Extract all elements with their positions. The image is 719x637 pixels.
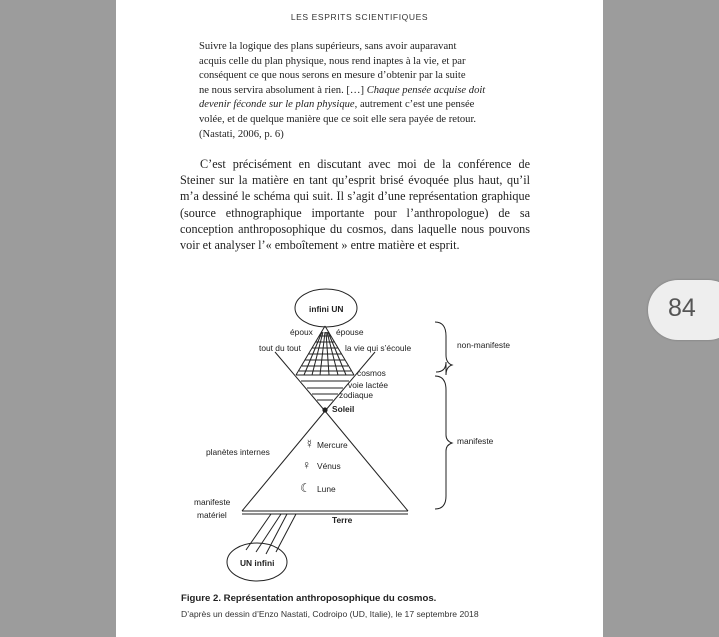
brace-manifeste — [435, 376, 452, 509]
moon-icon: ☾ — [300, 481, 311, 495]
quote-line — [199, 84, 517, 99]
voie-lactee-label: voie lactée — [348, 380, 389, 390]
un-infini-label: UN infini — [240, 558, 275, 568]
quote-emphasis: devenir féconde sur le plan physique — [199, 99, 355, 111]
page-number-tab[interactable] — [648, 280, 719, 340]
descending-line — [246, 514, 271, 550]
document-page — [116, 0, 603, 637]
venus-icon: ♀ — [302, 458, 311, 472]
quote-line: volée, et de quelque manière que ce soit elle sera payée de retour. — [199, 113, 477, 125]
quote-line — [199, 98, 517, 113]
non-manifeste-label: non-manifeste — [457, 340, 511, 350]
descending-line — [276, 514, 296, 552]
mercure-label: Mercure — [317, 440, 348, 450]
quote-citation: (Nastati, 2006, p. 6) — [199, 128, 284, 140]
epoux-label: époux — [290, 327, 313, 337]
mercury-icon: ☿ — [305, 437, 314, 451]
quote-text: ne nous servira absolument à rien. […] — [199, 84, 367, 96]
running-head: LES ESPRITS SCIENTIFIQUES — [290, 12, 429, 22]
block-quote — [199, 40, 517, 142]
epouse-label: épouse — [336, 327, 364, 337]
manifeste-materiel-label: matériel — [197, 510, 227, 520]
soleil-dot — [322, 407, 327, 412]
quote-emphasis: Chaque pensée acquise doit — [366, 84, 486, 96]
terre-label: Terre — [332, 515, 353, 525]
quote-text: , autrement c’est une pensée — [354, 99, 475, 111]
venus-label: Vénus — [317, 461, 341, 471]
manifeste-label: manifeste — [457, 436, 494, 446]
figure-caption-source: D’après un dessin d’Enzo Nastati, Codroipo (UD, Italie), le 17 septembre 2018 — [181, 609, 479, 619]
body-paragraph: C’est précisément en discutant avec moi de la conférence de Steiner sur la matière en tant qu’esprit brisé évoquée plus haut, qu’il m’a dessiné le schéma qui suit. Il s’agit d’une représentation graphique (source ethnographique importante pour l’anthropologue) de sa conception anthroposophique du cosmos, dans laquelle nous pouvons voir et analyser l’« emboîtement » entre matière et esprit. — [180, 157, 530, 253]
manifeste-materiel-label: manifeste — [194, 497, 231, 507]
quote-line: conséquent ce que nous serons en mesure d’obtenir par la suite — [199, 70, 466, 82]
page-number: 84 — [668, 294, 696, 322]
cosmos-diagram — [116, 280, 603, 590]
zodiaque-label: zodiaque — [339, 390, 373, 400]
tout-du-tout-label: tout du tout — [259, 343, 301, 353]
quote-line: acquis celle du plan physique, nous rend inaptes à la vie, et par — [199, 55, 466, 67]
quote-line: Suivre la logique des plans supérieurs, sans avoir auparavant — [199, 41, 457, 52]
planetes-internes-label: planètes internes — [206, 447, 270, 457]
lower-triangle-edge — [242, 411, 325, 511]
la-vie-label: la vie qui s’écoule — [345, 343, 412, 353]
lune-label: Lune — [317, 484, 336, 494]
infini-un-label: infini UN — [309, 304, 344, 314]
figure-caption-title: Figure 2. Représentation anthroposophique du cosmos. — [181, 593, 437, 604]
cosmos-label: cosmos — [357, 368, 386, 378]
brace-non-manifeste — [435, 322, 452, 375]
soleil-label: Soleil — [332, 404, 355, 414]
